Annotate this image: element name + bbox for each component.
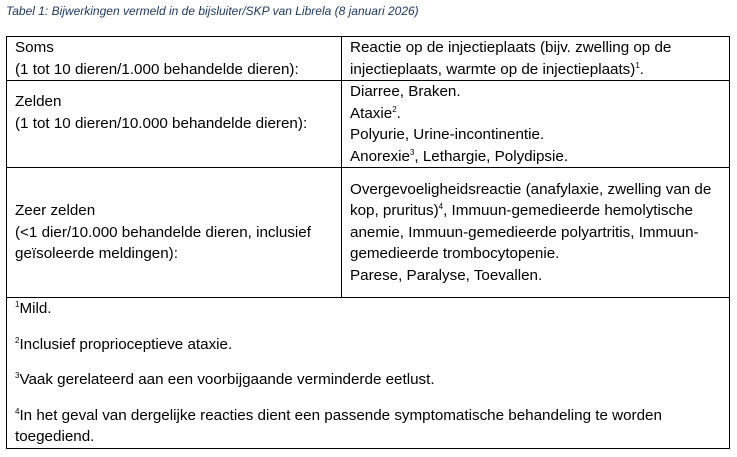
table-row — [7, 81, 730, 168]
frequency-label: Soms — [15, 39, 54, 56]
frequency-label: Zelden — [15, 93, 62, 110]
footnote: $^3$Vaak gerelateerd aan een voorbijgaande verminderde eetlust. — [15, 370, 435, 388]
adverse-reactions-table — [6, 36, 730, 449]
reaction-line: Reactie op de injectieplaats (bijv. zwelling op de injectieplaats, warmte op de injectieplaats)$^1$. — [350, 39, 672, 78]
footnote: $^1$Mild. — [15, 299, 52, 317]
footnote: $^4$In het geval van dergelijke reacties dient een passende symptomatische behandeling te worden toegediend. — [15, 406, 662, 445]
footnote-ref: 4 — [438, 202, 444, 212]
reaction-cell — [342, 81, 730, 168]
footnotes-cell — [7, 298, 730, 449]
reaction-line: Parese, Paralyse, Toevallen. — [350, 266, 543, 284]
frequency-detail: (<1 dier/10.000 behandelde dieren, inclusief geïsoleerde meldingen): — [15, 223, 311, 263]
footnotes-row — [7, 298, 730, 449]
footnote-ref: 1 — [635, 60, 640, 70]
table-caption: Tabel 1: Bijwerkingen vermeld in de bijsluiter/SKP van Librela (8 januari 2026) — [6, 4, 419, 18]
reaction-line: Ataxie$^2$. — [350, 104, 401, 122]
frequency-detail: (1 tot 10 dieren/10.000 behandelde dieren): — [15, 114, 308, 132]
frequency-cell — [7, 37, 342, 81]
reaction-line: Overgevoeligheidsreactie (anafylaxie, zwelling van de kop, pruritus)$^4$, Immuun-gemedieerde hemolytische anemie, Immuun-gemedieerde polyartritis, Immuun-gemedieerde trombocytopenie. — [350, 180, 712, 263]
reaction-cell — [342, 37, 730, 81]
frequency-detail: (1 tot 10 dieren/1.000 behandelde dieren): — [15, 60, 299, 78]
footnote: $^2$Inclusief proprioceptieve ataxie. — [15, 335, 233, 353]
footnote-ref: 2 — [392, 104, 397, 114]
frequency-label: Zeer zelden — [15, 202, 96, 220]
table-row — [7, 37, 730, 81]
reaction-line: Anorexie$^3$, Lethargie, Polydipsie. — [350, 147, 569, 165]
frequency-cell — [7, 81, 342, 168]
reaction-line: Polyurie, Urine-incontinentie. — [350, 126, 545, 143]
reaction-line: Diarree, Braken. — [350, 83, 461, 100]
footnote-ref: 3 — [409, 147, 415, 157]
table-row — [7, 168, 730, 298]
frequency-cell — [7, 168, 342, 298]
reaction-cell — [342, 168, 730, 298]
